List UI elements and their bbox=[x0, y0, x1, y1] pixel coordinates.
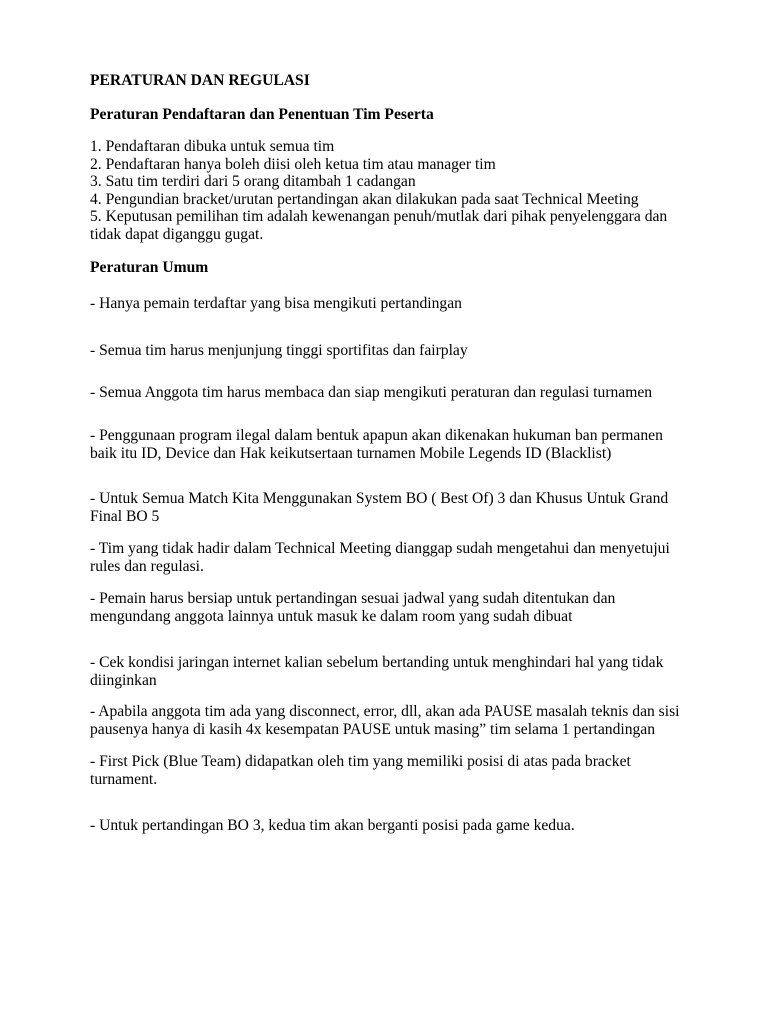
registration-item: 2. Pendaftaran hanya boleh diisi oleh ketua tim atau manager tim bbox=[90, 155, 496, 173]
rule-item: - Cek kondisi jaringan internet kalian sebelum bertanding untuk menghindari hal yang tidak diinginkan bbox=[90, 654, 664, 689]
rule-item: - Untuk pertandingan BO 3, kedua tim akan berganti posisi pada game kedua. bbox=[90, 817, 575, 834]
document-title: PERATURAN DAN REGULASI bbox=[90, 72, 310, 89]
general-rules-list bbox=[90, 295, 680, 835]
rule-item: - Semua tim harus menjunjung tinggi sportifitas dan fairplay bbox=[90, 342, 468, 359]
rule-item: - Pemain harus bersiap untuk pertandingan sesuai jadwal yang sudah ditentukan dan mengundang anggota lainnya untuk masuk ke dalam room yang sudah dibuat bbox=[90, 590, 616, 625]
registration-heading: Peraturan Pendaftaran dan Penentuan Tim Peserta bbox=[90, 105, 434, 123]
rule-item: - First Pick (Blue Team) didapatkan oleh tim yang memiliki posisi di atas pada bracket turnament. bbox=[90, 753, 631, 788]
registration-item: 5. Keputusan pemilihan tim adalah kewenangan penuh/mutlak dari pihak penyelenggara dan tidak dapat diganggu gugat. bbox=[90, 208, 668, 243]
rule-item: - Penggunaan program ilegal dalam bentuk apapun akan dikenakan hukuman ban permanen baik itu ID, Device dan Hak keikutsertaan turnamen Mobile Legends ID (Blacklist) bbox=[90, 427, 663, 462]
rule-item: - Tim yang tidak hadir dalam Technical Meeting dianggap sudah mengetahui dan menyetujui rules dan regulasi. bbox=[90, 540, 670, 575]
registration-item: 4. Pengundian bracket/urutan pertandingan akan dilakukan pada saat Technical Meeting bbox=[90, 190, 639, 208]
registration-item: 1. Pendaftaran dibuka untuk semua tim bbox=[90, 138, 335, 155]
rule-item: - Apabila anggota tim ada yang disconnect, error, dll, akan ada PAUSE masalah teknis dan sisi pausenya hanya di kasih 4x kesempatan PAUSE untuk masing” tim selama 1 pertandingan bbox=[90, 703, 680, 738]
rule-item: - Semua Anggota tim harus membaca dan siap mengikuti peraturan dan regulasi turnamen bbox=[90, 383, 653, 401]
general-heading: Peraturan Umum bbox=[90, 259, 209, 276]
registration-list bbox=[90, 138, 680, 243]
document-page bbox=[90, 72, 680, 835]
registration-item: 3. Satu tim terdiri dari 5 orang ditambah 1 cadangan bbox=[90, 173, 416, 190]
rule-item: - Hanya pemain terdaftar yang bisa mengikuti pertandingan bbox=[90, 294, 462, 312]
rule-item: - Untuk Semua Match Kita Menggunakan System BO ( Best Of) 3 dan Khusus Untuk Grand Final BO 5 bbox=[90, 490, 669, 525]
